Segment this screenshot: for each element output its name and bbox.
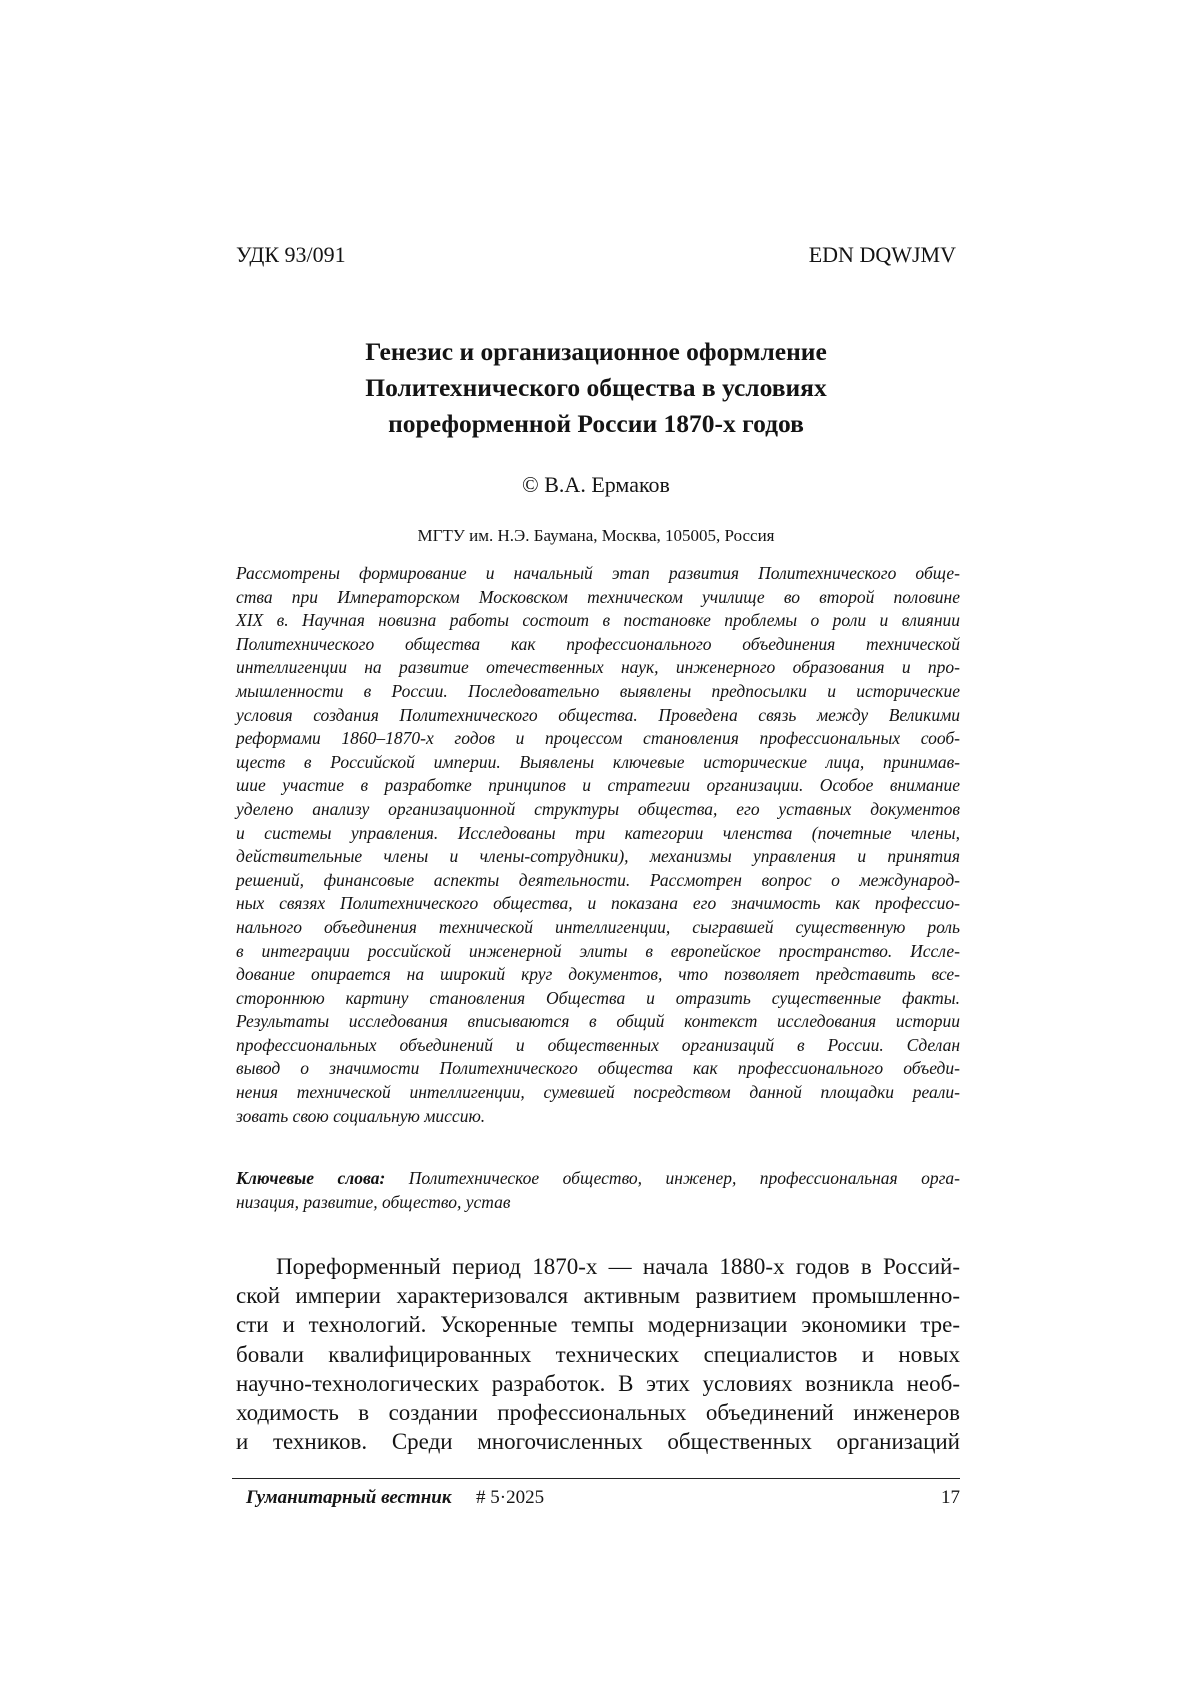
abstract-line: Результаты исследования вписываются в общий контекст исследования истории (236, 1011, 960, 1032)
metadata-row (236, 238, 956, 272)
keywords-label: Ключевые слова: (236, 1168, 386, 1188)
abstract-line: ных связях Политехнического общества, и показана его значимость как профессио- (236, 893, 960, 914)
body-line: ской империи характеризовался активным развитием промышленно- (236, 1283, 960, 1309)
page-number: 17 (941, 1487, 960, 1508)
abstract-line: действительные члены и члены-сотрудники), механизмы управления и принятия (236, 846, 960, 867)
footer-divider (232, 1478, 960, 1479)
edn-code: EDN DQWJMV (808, 242, 956, 267)
udk-code: УДК 93/091 (236, 242, 346, 267)
abstract-line: ства при Императорском Московском техническом училище во второй половине (236, 586, 960, 607)
body-line: Пореформенный период 1870-х — начала 1880-х годов в Россий- (276, 1254, 960, 1279)
abstract-line: ществ в Российской империи. Выявлены ключевые исторические лица, принимав- (236, 751, 960, 772)
abstract-line: уделено анализу организационной структуры общества, его уставных документов (236, 798, 960, 819)
author-name: © В.А. Ермаков (522, 472, 670, 497)
keywords-text: Политехническое общество, инженер, профессиональная орга- (408, 1168, 961, 1188)
abstract-line: условия создания Политехнического общества. Проведена связь между Великими (236, 704, 960, 725)
abstract-line: интеллигенции на развитие отечественных наук, инженерного образования и про- (236, 657, 960, 678)
title-line: Политехнического общества в условиях (365, 373, 827, 402)
abstract-line: дование опирается на широкий круг документов, что позволяет представить все- (236, 964, 960, 985)
abstract-line: нального объединения технической интеллигенции, сыгравшей существенную роль (236, 916, 960, 937)
abstract-line: решений, финансовые аспекты деятельности. Рассмотрен вопрос о международ- (236, 869, 960, 890)
abstract-line: нения технической интеллигенции, сумевшей посредством данной площадки реали- (236, 1082, 960, 1103)
author-affiliation: МГТУ им. Н.Э. Баумана, Москва, 105005, Россия (417, 526, 775, 545)
body-line: научно-технологических разработок. В этих условиях возникла необ- (236, 1370, 960, 1396)
abstract-line: шие участие в разработке принципов и стратегии организации. Особое внимание (236, 775, 960, 796)
article-title (236, 334, 956, 442)
abstract-line: стороннюю картину становления Общества и отразить существенные факты. (236, 987, 960, 1008)
abstract-line: реформами 1860–1870-х годов и процессом становления профессиональных сооб- (236, 728, 960, 749)
title-line: пореформенной России 1870-х годов (388, 409, 804, 438)
abstract-line: Рассмотрены формирование и начальный этап развития Политехнического обще- (236, 563, 960, 583)
abstract-line: Политехнического общества как профессионального объединения технической (236, 633, 960, 654)
body-paragraph (236, 1252, 960, 1456)
abstract-line: профессиональных объединений и общественных организаций в России. Сделан (236, 1034, 960, 1055)
abstract-line: и системы управления. Исследованы три категории членства (почетные члены, (236, 822, 960, 843)
abstract (236, 562, 960, 1128)
title-line: Генезис и организационное оформление (365, 337, 827, 366)
body-line: сти и технологий. Ускоренные темпы модернизации экономики тре- (236, 1312, 960, 1338)
abstract-line: вывод о значимости Политехнического общества как профессионального объеди- (236, 1058, 960, 1079)
issue-number: # 5·2025 (476, 1487, 545, 1508)
keywords (236, 1166, 960, 1214)
abstract-line: XIX в. Научная новизна работы состоит в постановке проблемы о роли и влиянии (236, 610, 960, 631)
body-line: ходимость в создании профессиональных объединений инженеров (236, 1400, 960, 1426)
page-footer (236, 1484, 960, 1512)
body-line: и техников. Среди многочисленных общественных организаций (236, 1429, 960, 1455)
abstract-line: в интеграции российской инженерной элиты в европейское пространство. Иссле- (236, 940, 960, 961)
abstract-line: зовать свою социальную миссию. (236, 1105, 486, 1126)
keywords-line (236, 1166, 960, 1190)
abstract-line: мышленности в России. Последовательно выявлены предпосылки и исторические (236, 680, 960, 701)
body-line: бовали квалифицированных технических специалистов и новых (236, 1341, 960, 1367)
keywords-line: низация, развитие, общество, устав (236, 1192, 511, 1212)
journal-name: Гуманитарный вестник (246, 1487, 452, 1508)
